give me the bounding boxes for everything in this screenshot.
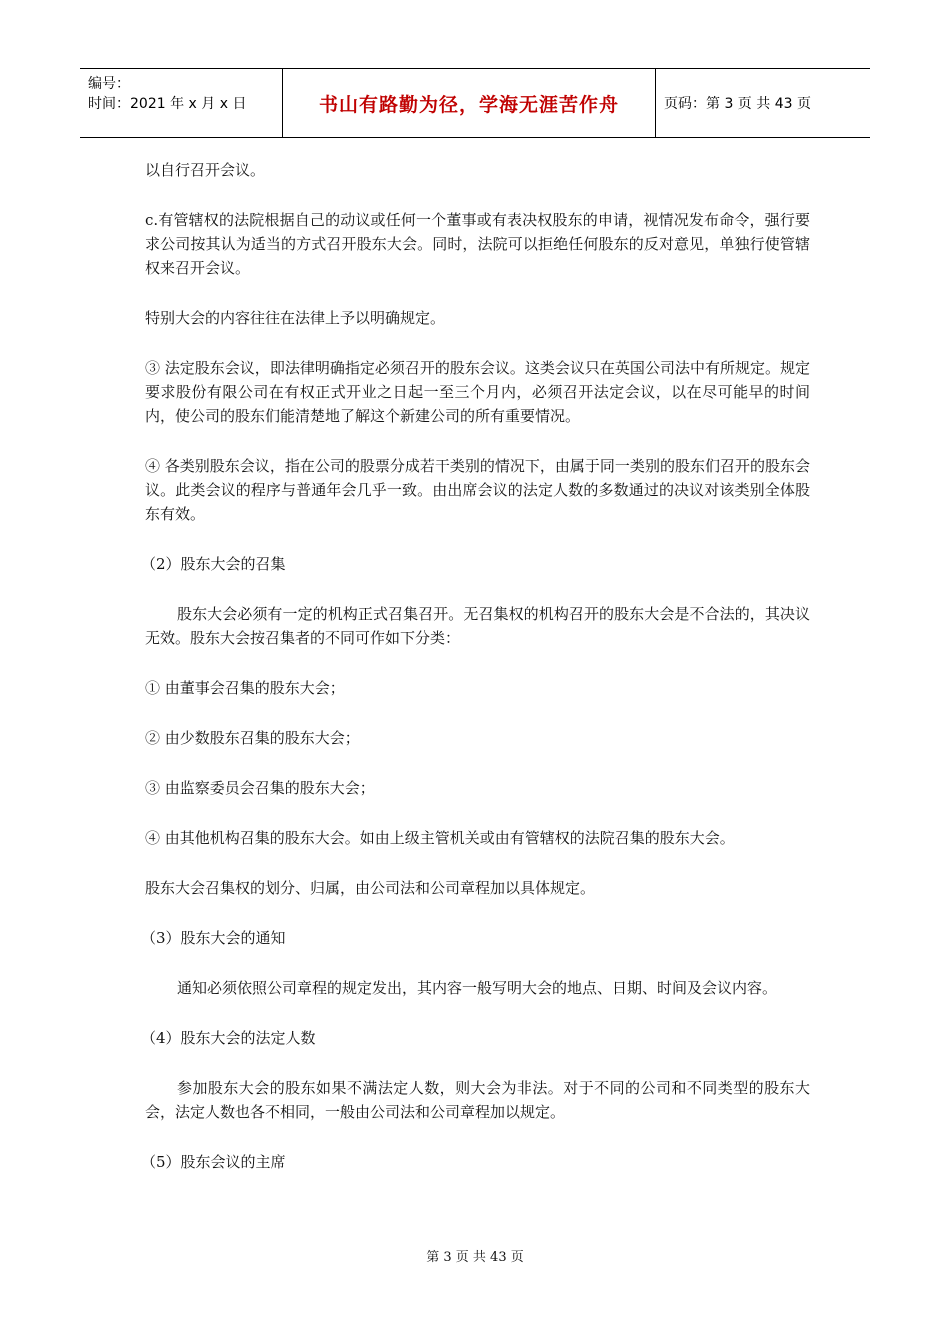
section-heading: （3）股东大会的通知 (141, 929, 286, 947)
paragraph: 通知必须依照公司章程的规定发出，其内容一般写明大会的地点、日期、时间及会议内容。 (177, 979, 778, 997)
section-heading: （2）股东大会的召集 (141, 555, 286, 573)
header-motto: 书山有路勤为径，学海无涯苦作舟 (318, 93, 619, 116)
list-item: ④ 由其他机构召集的股东大会。如由上级主管机关或由有管辖权的法院召集的股东大会。 (145, 829, 735, 847)
paragraph: 股东大会必须有一定的机构正式召集召开。无召集权的机构召开的股东大会是不合法的，其决议无效。股东大会按召集者的不同可作如下分类： (145, 605, 810, 647)
list-item: ③ 由监察委员会召集的股东大会； (145, 779, 375, 797)
paragraph: ③ 法定股东会议，即法律明确指定必须召开的股东会议。这类会议只在英国公司法中有所规定。规定要求股份有限公司在有权正式开业之日起一至三个月内，必须召开法定会议，以在尽可能早的时间内，使公司的股东们能清楚地了解这个新建公司的所有重要情况。 (145, 359, 810, 425)
document-number-label: 编号： (88, 76, 130, 92)
list-item: ② 由少数股东召集的股东大会； (145, 729, 360, 747)
paragraph: ④ 各类别股东会议，指在公司的股票分成若干类别的情况下，由属于同一类别的股东们召开的股东会议。此类会议的程序与普通年会几乎一致。由出席会议的法定人数的多数通过的决议对该类别全体股东有效。 (145, 457, 810, 523)
document-body (141, 158, 810, 1200)
header-motto-cell (282, 69, 656, 137)
paragraph: 特别大会的内容往往在法律上予以明确规定。 (145, 309, 446, 327)
header-page-code: 页码：第 3 页 共 43 页 (664, 96, 811, 112)
paragraph: 股东大会召集权的划分、归属，由公司法和公司章程加以具体规定。 (145, 879, 596, 897)
document-date-label: 时间：2021 年 x 月 x 日 (88, 96, 247, 112)
header-info-cell (80, 69, 282, 137)
paragraph: 参加股东大会的股东如果不满法定人数，则大会为非法。对于不同的公司和不同类型的股东大会，法定人数也各不相同，一般由公司法和公司章程加以规定。 (145, 1079, 810, 1121)
header-page-cell (656, 69, 870, 137)
section-heading: （4）股东大会的法定人数 (141, 1029, 316, 1047)
section-heading: （5）股东会议的主席 (141, 1153, 286, 1171)
paragraph: c.有管辖权的法院根据自己的动议或任何一个董事或有表决权股东的申请，视情况发布命令，强行要求公司按其认为适当的方式召开股东大会。同时，法院可以拒绝任何股东的反对意见，单独行使管辖权来召开会议。 (145, 211, 810, 277)
list-item: ① 由董事会召集的股东大会； (145, 679, 345, 697)
page-header (80, 68, 870, 138)
paragraph: 以自行召开会议。 (145, 161, 266, 179)
page-footer: 第 3 页 共 43 页 (426, 1250, 524, 1265)
